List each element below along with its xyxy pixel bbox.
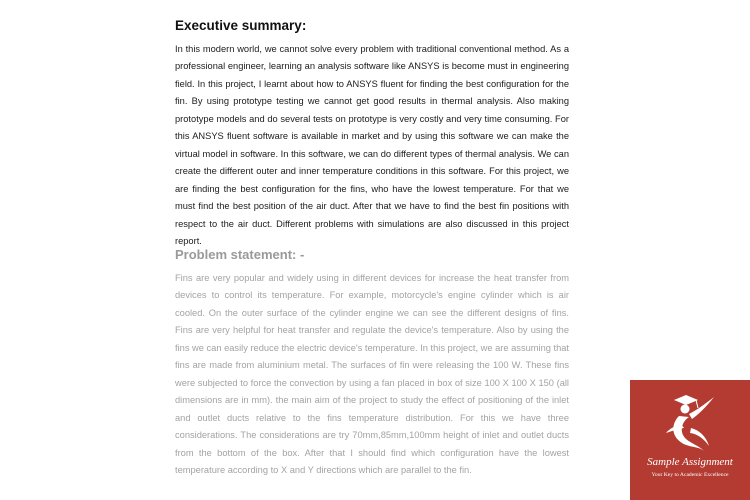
- sample-assignment-logo: [630, 380, 750, 500]
- executive-summary-text: In this modern world, we cannot solve every problem with traditional conventional method. As a professional engineer, learning an analysis software like ANSYS is become must in engineering field. In this project, I learnt about how to ANSYS fluent for finding the best configuration for the fin. By using prototype testing we cannot get good results in thermal analysis. Also making prototype models and do several tests on prototype is very costly and very time consuming. For this ANSYS fluent software is available in market and by using this software we can make the virtual model in software. In this software, we can do different types of thermal analysis. We can create the different outer and inner temperature conditions in this software. For this project, we are finding the best configuration for the fins, who have the lowest temperature. For that we must find the best position of the air duct. After that we have to find the best fin positions with respect to the air duct. Different problems with simulations are also discussed in this project report.: [175, 44, 569, 246]
- logo-tagline-text: Your Key to Academic Excellence: [651, 472, 729, 478]
- problem-statement-heading: Problem statement: -: [175, 247, 305, 262]
- executive-summary-section: [175, 17, 569, 250]
- problem-statement-text: Fins are very popular and widely using in different devices for increase the heat transfer from devices to control its temperature. For example, motorcycle's engine cylinder which is air cooled. On the outer surface of the cylinder engine we can see the different designs of fins. Fins are very helpful for heat transfer and regulate the device's temperature. Also by using the fins we can easily reduce the electric device's temperature. In this project, we are assuming that fins are made from aluminium metal. The surfaces of fin were releasing the 100 W. These fins were subjected to force the convection by using a fan placed in box of size 100 X 100 X 150 (all dimensions are in mm). the main aim of the project to study the effect of positioning of the inlet and outlet ducts relative to the fins temperature distribution. For this we have three considerations. The considerations are try 70mm,85mm,100mm height of inlet and outlet ducts from the bottom of the box. After that I should find which configuration have the lowest temperature according to X and Y directions which are parallel to the fin.: [175, 273, 569, 475]
- logo-name-text: Sample Assignment: [647, 456, 733, 468]
- executive-summary-heading: Executive summary:: [175, 18, 307, 33]
- problem-statement-section: [175, 246, 569, 479]
- figure-with-graduation-cap-icon: [665, 394, 719, 456]
